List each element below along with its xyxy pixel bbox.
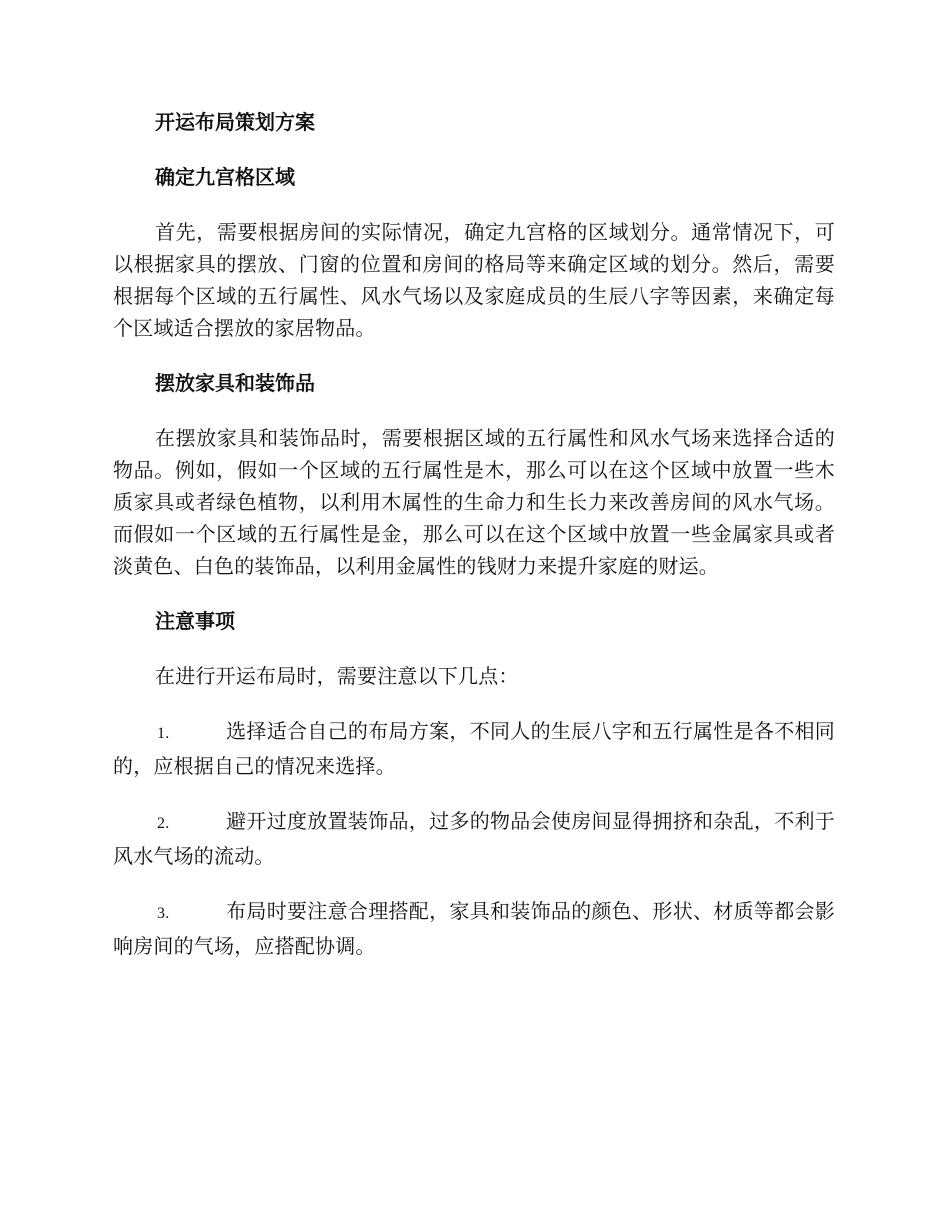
list-item	[113, 715, 835, 782]
section-heading-grid: 确定九宫格区域	[155, 165, 295, 189]
section-heading-furniture: 摆放家具和装饰品	[155, 371, 315, 395]
list-item	[113, 805, 835, 872]
list-item	[113, 895, 835, 962]
list-item-text: 布局时要注意合理搭配，家具和装饰品的颜色、形状、材质等都会影响房间的气场，应搭配协调。	[113, 899, 835, 958]
document-title: 开运布局策划方案	[155, 110, 315, 134]
list-item-number: 2.	[157, 815, 170, 832]
list-item-text: 避开过度放置装饰品，过多的物品会使房间显得拥挤和杂乱，不利于风水气场的流动。	[113, 809, 835, 868]
section-paragraph-grid: 首先，需要根据房间的实际情况，确定九宫格的区域划分。通常情况下，可以根据家具的摆放、门窗的位置和房间的格局等来确定区域的划分。然后，需要根据每个区域的五行属性、风水气场以及家庭成员的生辰八字等因素，来确定每个区域适合摆放的家居物品。	[113, 220, 835, 340]
section-heading-notes: 注意事项	[155, 609, 235, 633]
document-body	[113, 106, 835, 985]
list-item-number: 3.	[157, 905, 170, 922]
section-paragraph-furniture: 在摆放家具和装饰品时，需要根据区域的五行属性和风水气场来选择合适的物品。例如，假如一个区域的五行属性是木，那么可以在这个区域中放置一些木质家具或者绿色植物，以利用木属性的生命力和生长力来改善房间的风水气场。而假如一个区域的五行属性是金，那么可以在这个区域中放置一些金属家具或者淡黄色、白色的装饰品，以利用金属性的钱财力来提升家庭的财运。	[113, 426, 835, 578]
list-item-number: 1.	[157, 725, 170, 742]
list-item-text: 选择适合自己的布局方案，不同人的生辰八字和五行属性是各不相同的，应根据自己的情况来选择。	[113, 719, 835, 778]
section-intro-notes: 在进行开运布局时，需要注意以下几点：	[155, 664, 519, 688]
